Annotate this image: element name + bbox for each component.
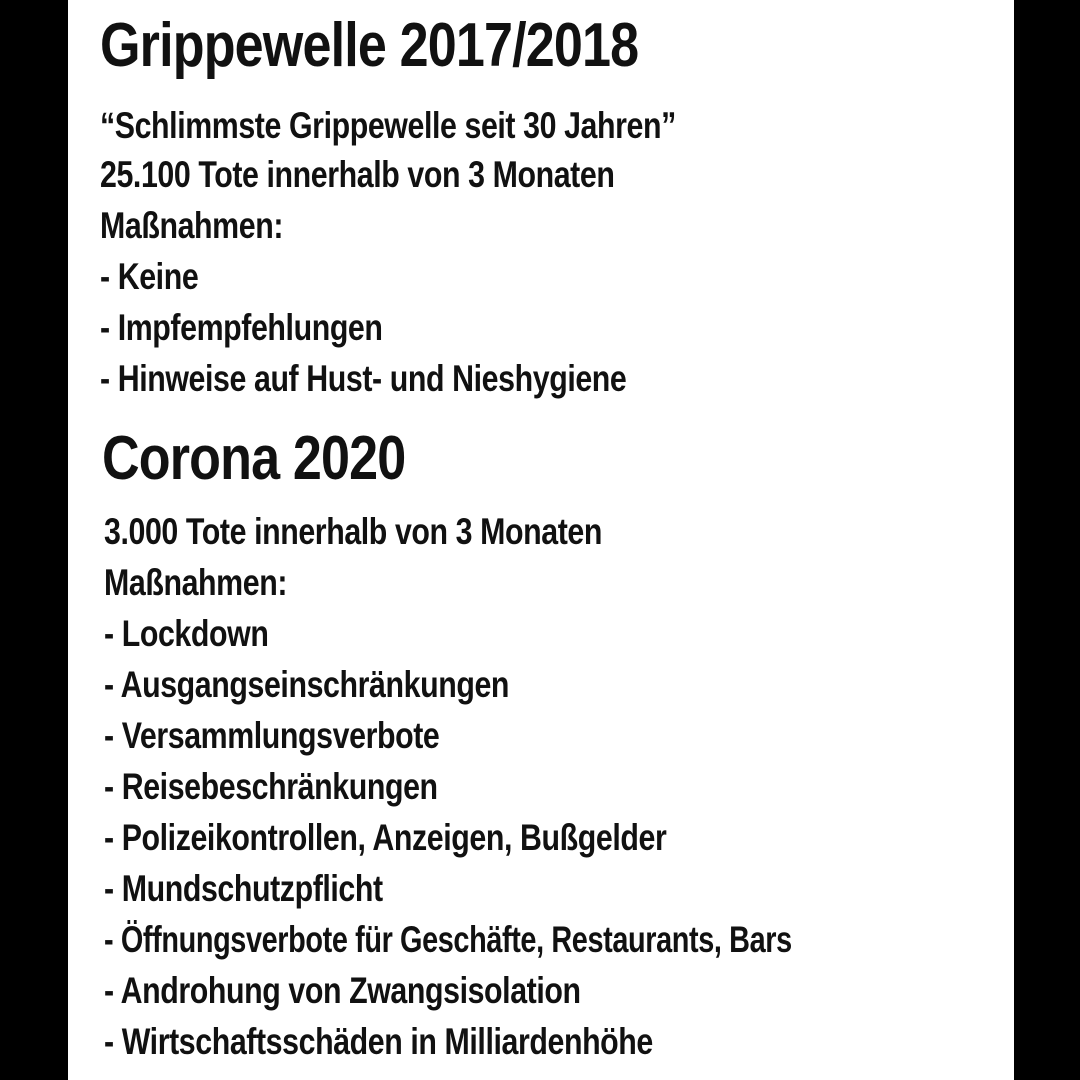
section-2-measure-item: - Wirtschaftsschäden in Milliardenhöhe — [104, 1021, 653, 1062]
section-2-measure-item: - Versammlungsverbote — [104, 715, 440, 756]
white-text-panel — [68, 0, 1014, 1080]
section-2-deaths: 3.000 Tote innerhalb von 3 Monaten — [104, 511, 603, 552]
section-2-measure-item: - Öffnungsverbote für Geschäfte, Restaurants, Bars — [104, 919, 792, 960]
section-1-title: Grippewelle 2017/2018 — [100, 11, 639, 80]
section-1-quote: “Schlimmste Grippewelle seit 30 Jahren” — [100, 105, 676, 146]
section-2-measure-item: - Reisebeschränkungen — [104, 766, 438, 807]
section-2-measure-item: - Androhung von Zwangsisolation — [104, 970, 581, 1011]
section-1-deaths: 25.100 Tote innerhalb von 3 Monaten — [100, 154, 615, 195]
section-2-measure-item: - Ausgangseinschränkungen — [104, 664, 510, 705]
section-1-measure-item: - Hinweise auf Hust- und Nieshygiene — [100, 358, 627, 399]
section-2-measure-item: - Lockdown — [104, 613, 269, 654]
section-2-title: Corona 2020 — [102, 424, 406, 493]
section-2-measures-label: Maßnahmen: — [104, 562, 288, 603]
section-2-measure-item: - Polizeikontrollen, Anzeigen, Bußgelder — [104, 817, 667, 858]
section-1-measure-item: - Keine — [100, 256, 199, 297]
section-1-measure-item: - Impfempfehlungen — [100, 307, 383, 348]
section-1-measures-label: Maßnahmen: — [100, 205, 284, 246]
section-2-measure-item: - Mundschutzpflicht — [104, 868, 383, 909]
